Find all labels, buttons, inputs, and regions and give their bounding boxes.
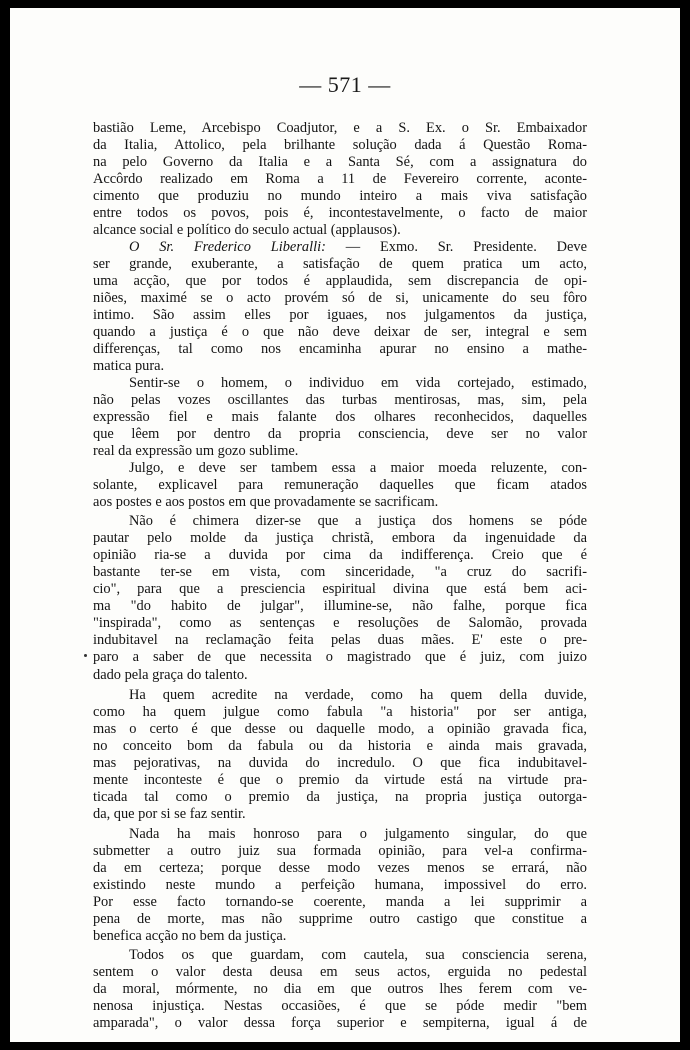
paragraph <box>93 375 587 460</box>
text-line: ser grande, exuberante, a satisfação de quem pratica um acto, <box>93 256 587 273</box>
text-line: da em certeza; porque desse modo vezes menos se errará, não <box>93 859 587 876</box>
speaker-name: O Sr. Frederico Liberalli: <box>129 239 326 256</box>
text-line: benefica acção no bem da justiça. <box>93 927 287 944</box>
text-line: paro a saber de que necessita o magistrado que é juiz, com juizo <box>93 649 587 666</box>
paragraph <box>93 513 587 683</box>
text-line: indubitavel na reclamação feita pelas duas mães. E' este o pre- <box>93 632 587 649</box>
text-line: bastião Leme, Arcebispo Coadjutor, e a S. Ex. o Sr. Embaixador <box>93 120 587 136</box>
text-line: differenças, tal como nos encaminha apurar no ensino a mathe- <box>93 341 587 358</box>
paragraph <box>93 460 587 511</box>
text-line: bastante ter-se em vista, com sinceridade, "a cruz do sacrifi- <box>93 564 587 581</box>
text-line: pena de morte, mas não supprime outro castigo que constitue a <box>93 910 587 927</box>
paragraph <box>93 687 587 823</box>
text-line: niões, maximé se o acto provém só de si, unicamente do seu fôro <box>93 290 587 307</box>
margin-mark <box>84 654 87 657</box>
text-line: amparada", o valor dessa força superior e sempiterna, igual á de <box>93 1014 587 1031</box>
text-line: cimento que produziu no mundo inteiro a mais viva satisfação <box>93 188 587 205</box>
text-line: solante, explicavel para remuneração daquelles que ficam atados <box>93 477 587 494</box>
text-line: como ha quem julgue como fabula "a historia" por ser antiga, <box>93 703 587 720</box>
text-line: Julgo, e deve ser tambem essa a maior moeda reluzente, con- <box>129 460 587 477</box>
text-line: uma acção, que por todos é applaudida, sem discrepancia de opi- <box>93 273 587 290</box>
text-line: submetter a outro juiz sua formada opinião, para vel-a confirma- <box>93 842 587 859</box>
text-line <box>93 239 587 256</box>
text-line: da Italia, Attolico, pela brilhante solução dada á Questão Roma- <box>93 137 587 154</box>
text-line: mente inconteste é que o premio da virtude está na virtude pra- <box>93 771 587 788</box>
text-line: da, que por si se faz sentir. <box>93 805 246 822</box>
text-line: ma "do habito de julgar", illumine-se, não falhe, porque fica <box>93 598 587 615</box>
text-line: Nada ha mais honroso para o julgamento singular, do que <box>129 825 587 842</box>
body-text <box>93 120 587 1032</box>
text-line: no conceito bom da fabula ou da historia e ainda mais gravada, <box>93 737 587 754</box>
text-line: expressão fiel e mais falante dos olhares reconhecidos, daquelles <box>93 409 587 426</box>
document-page <box>10 8 680 1042</box>
text-line: Accôrdo realizado em Roma a 11 de Fevereiro corrente, aconte- <box>93 171 587 188</box>
text-line: opinião ria-se a duvida por cima da indifferença. Creio que é <box>93 547 587 564</box>
text-line: Ha quem acredite na verdade, como ha quem della duvide, <box>129 686 587 703</box>
text-line: mas pejorativas, na duvida do incredulo. O que fica indubitavel- <box>93 754 587 771</box>
text-line: Não é chimera dizer-se que a justiça dos homens se póde <box>129 513 587 530</box>
paragraph <box>93 239 587 375</box>
text-line: Por esse facto tornando-se coerente, manda a lei supprimir a <box>93 893 587 910</box>
text-line: da moral, mórmente, no dia em que outros lhes ferem com ve- <box>93 980 587 997</box>
paragraph <box>93 826 587 945</box>
text-line: quando a justiça é o que não deve deixar de ser, integral e sem <box>93 324 587 341</box>
text-line: aos postes e aos postos em que provadamente se sacrificam. <box>93 494 439 511</box>
text-line: dado pela graça do talento. <box>93 666 248 683</box>
text-line: pautar pelo molde da justiça christã, embora da ingenuidade da <box>93 530 587 547</box>
text-line: alcance social e político do seculo actual (applausos). <box>93 222 401 239</box>
text-line: intimo. São assim elles por iguaes, nos julgamentos da justiça, <box>93 307 587 324</box>
text-line: matica pura. <box>93 358 165 375</box>
paragraph <box>93 947 587 1032</box>
speaker-text: — Exmo. Sr. Presidente. Deve <box>325 239 588 256</box>
text-line: na pelo Governo da Italia e a Santa Sé, com a assignatura do <box>93 154 587 171</box>
text-line: Sentir-se o homem, o individuo em vida cortejado, estimado, <box>129 375 587 392</box>
text-line: Todos os que guardam, com cautela, sua consciencia serena, <box>129 946 587 963</box>
text-line: nenosa injustiça. Nestas occasiões, é que se póde medir "bem <box>93 997 587 1014</box>
page-number: — 571 — <box>299 72 391 97</box>
text-line: que lêem por dentro da propria consciencia, deve ser no valor <box>93 426 587 443</box>
paragraph <box>93 120 587 239</box>
text-line: real da expressão um gozo sublime. <box>93 443 299 460</box>
text-line: entre todos os povos, pois é, incontestavelmente, o facto de maior <box>93 205 587 222</box>
text-line: existindo neste mundo a perfeição humana, impossivel do erro. <box>93 876 587 893</box>
text-line: ticada tal como o premio da justiça, na propria justiça outorga- <box>93 788 587 805</box>
text-line: mas o certo é que desse ou daquelle modo, a opinião gravada fica, <box>93 720 587 737</box>
text-line: cio", para que a presciencia espiritual divina que está bem aci- <box>93 581 587 598</box>
text-line: não pelas vozes oscillantes das turbas mentirosas, mas, sim, pela <box>93 392 587 409</box>
text-line: "inspirada", como as sentenças e resoluções de Salomão, provada <box>93 615 587 632</box>
text-line: sentem o valor desta deusa em seus actos, erguida no pedestal <box>93 963 587 980</box>
